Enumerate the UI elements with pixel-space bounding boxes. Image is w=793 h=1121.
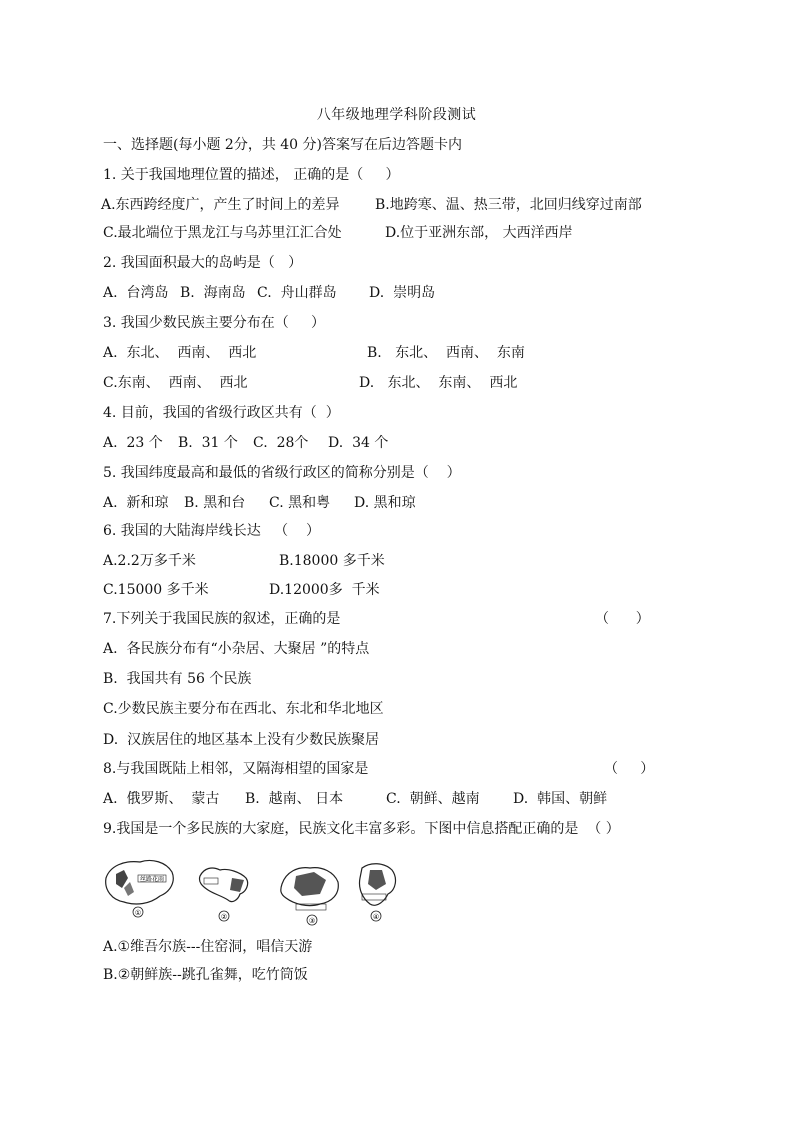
question-7-stem: 7.下列关于我国民族的叙述，正确的是 bbox=[103, 611, 341, 627]
question-1-stem: 1. 关于我国地理位置的描述， 正确的是（ ） bbox=[103, 167, 400, 183]
q1-option-b: B.地跨寒、温、热三带，北回归线穿过南部 bbox=[375, 197, 642, 213]
q8-option-d: D. 韩国、朝鲜 bbox=[513, 791, 608, 807]
question-4-stem: 4. 目前，我国的省级行政区共有（ ） bbox=[103, 405, 340, 421]
q6-option-d: D.12000多 千米 bbox=[269, 582, 380, 598]
q3-option-a: A. 东北、 西南、 西北 bbox=[103, 345, 257, 361]
q4-option-d: D. 34 个 bbox=[328, 435, 389, 451]
q2-option-d: D. 崇明岛 bbox=[369, 285, 436, 301]
question-5-stem: 5. 我国纬度最高和最低的省级行政区的简称分别是（ ） bbox=[103, 465, 461, 481]
q2-option-b: B. 海南岛 bbox=[180, 285, 246, 301]
q8-option-c: C. 朝鲜、越南 bbox=[386, 791, 480, 807]
map-2 bbox=[199, 868, 247, 921]
q3-option-c: C.东南、 西南、 西北 bbox=[103, 375, 248, 391]
q4-option-c: C. 28个 bbox=[253, 435, 309, 451]
map-1-caption: 丝路花雨 bbox=[139, 876, 165, 883]
q3-option-d: D. 东北、 东南、 西北 bbox=[359, 375, 518, 391]
map-4 bbox=[359, 864, 395, 921]
question-7-answer-blank: （ ） bbox=[595, 611, 650, 627]
q8-option-a: A. 俄罗斯、 蒙古 bbox=[103, 791, 220, 807]
question-2-stem: 2. 我国面积最大的岛屿是（ ） bbox=[103, 255, 303, 271]
q5-option-b: B. 黑和台 bbox=[184, 495, 246, 511]
q5-option-d: D. 黑和琼 bbox=[354, 495, 416, 511]
q2-option-c: C. 舟山群岛 bbox=[257, 285, 337, 301]
map-3-label: ③ bbox=[308, 917, 316, 925]
q1-option-c: C.最北端位于黑龙江与乌苏里江汇合处 bbox=[103, 225, 342, 241]
q1-option-a: A.东西跨经度广，产生了时间上的差异 bbox=[101, 197, 340, 213]
map-2-label: ② bbox=[220, 913, 228, 921]
q7-option-c: C.少数民族主要分布在西北、东北和华北地区 bbox=[103, 701, 384, 717]
q6-option-a: A.2.2万多千米 bbox=[103, 553, 196, 569]
ethnic-map-figure bbox=[100, 848, 400, 928]
question-3-stem: 3. 我国少数民族主要分布在（ ） bbox=[103, 315, 326, 331]
q1-option-d: D.位于亚洲东部， 大西洋西岸 bbox=[385, 225, 573, 241]
q9-option-b: B.②朝鲜族--跳孔雀舞，吃竹筒饭 bbox=[103, 967, 308, 983]
q4-option-a: A. 23 个 bbox=[103, 435, 163, 451]
question-9-stem: 9.我国是一个多民族的大家庭，民族文化丰富多彩。下图中信息搭配正确的是 （ ） bbox=[103, 821, 620, 837]
q8-option-b: B. 越南、 日本 bbox=[245, 791, 344, 807]
map-1-xinjiang bbox=[106, 860, 174, 917]
map-4-label: ④ bbox=[372, 913, 380, 921]
q7-option-d: D. 汉族居住的地区基本上没有少数民族聚居 bbox=[103, 732, 380, 748]
q5-option-c: C. 黑和粤 bbox=[269, 495, 331, 511]
q7-option-b: B. 我国共有 56 个民族 bbox=[103, 671, 252, 687]
q9-option-a: A.①维吾尔族---住窑洞，唱信天游 bbox=[103, 939, 313, 955]
ethnic-map-illustration bbox=[100, 848, 400, 928]
q5-option-a: A. 新和琼 bbox=[103, 495, 169, 511]
q7-option-a: A. 各民族分布有“小杂居、大聚居 ”的特点 bbox=[103, 641, 370, 657]
map-1-label: ① bbox=[134, 909, 142, 917]
page-title: 八年级地理学科阶段测试 bbox=[316, 107, 477, 123]
question-8-answer-blank: （ ） bbox=[604, 761, 655, 777]
q3-option-b: B. 东北、 西南、 东南 bbox=[367, 345, 525, 361]
q4-option-b: B. 31 个 bbox=[178, 435, 238, 451]
q2-option-a: A. 台湾岛 bbox=[103, 285, 169, 301]
map-3 bbox=[281, 868, 339, 925]
question-8-stem: 8.与我国既陆上相邻，又隔海相望的国家是 bbox=[103, 761, 369, 777]
question-6-stem: 6. 我国的大陆海岸线长达 （ ） bbox=[103, 523, 320, 539]
section-heading: 一、选择题(每小题 2分，共 40 分)答案写在后边答题卡内 bbox=[103, 137, 462, 153]
q6-option-c: C.15000 多千米 bbox=[103, 582, 209, 598]
q6-option-b: B.18000 多千米 bbox=[279, 553, 385, 569]
